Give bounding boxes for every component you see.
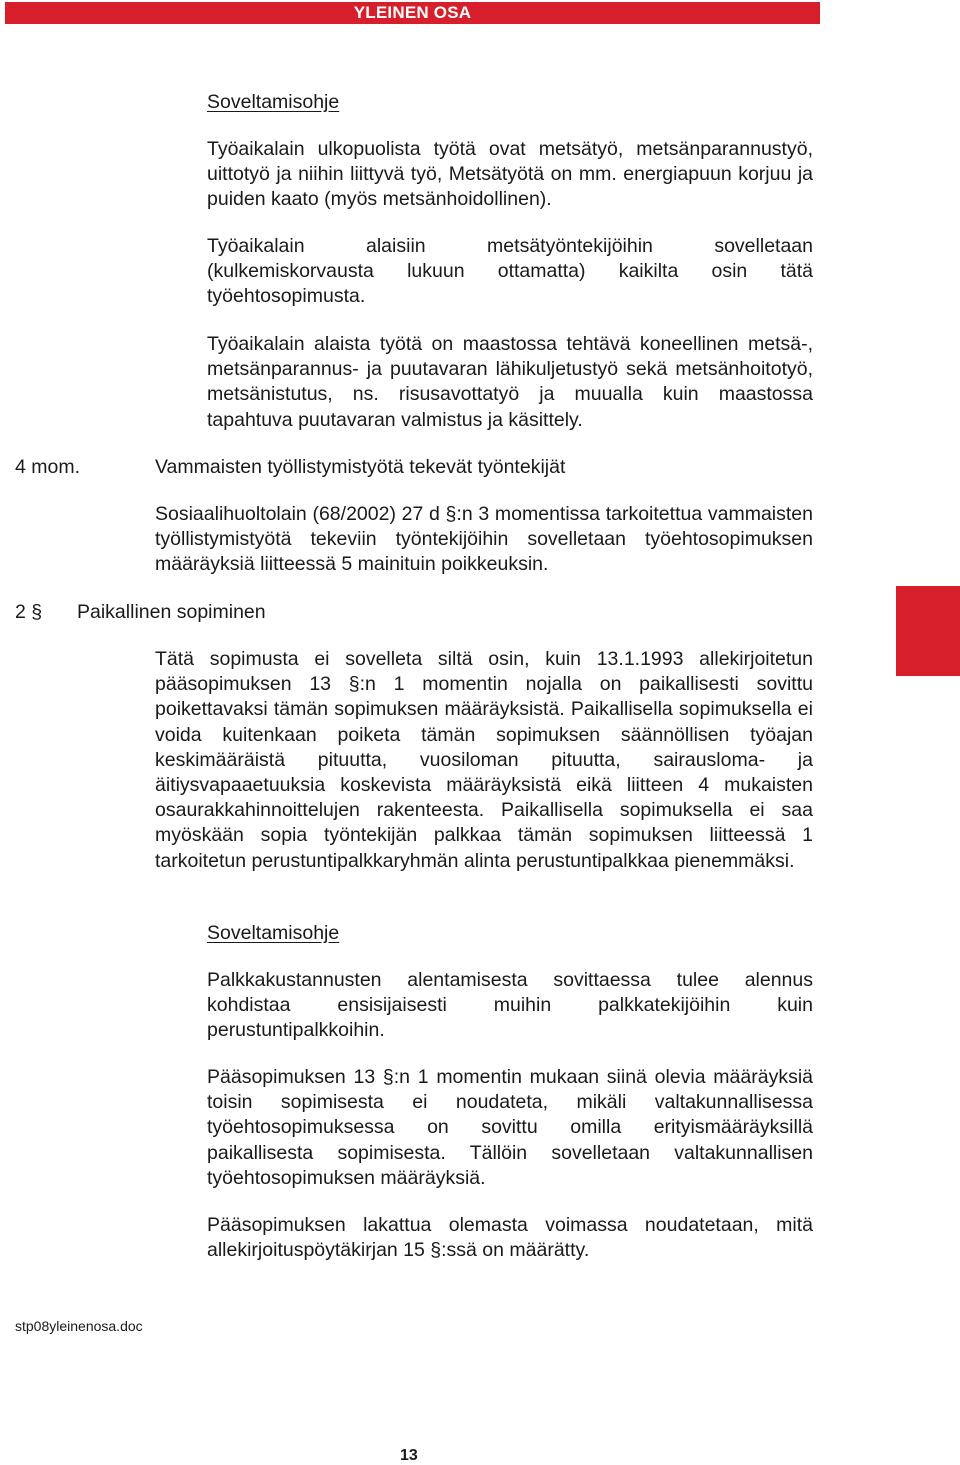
section-2-paragraph: Tätä sopimusta ei sovelleta siltä osin, kuin 13.1.1993 allekirjoitetun pääsopimuksen 13 §:n 1 momentin nojalla on paikallisesti sovittu poikettavaksi tämän sopimuksen määräyksistä. Paikallisella sopimuksella ei voida kuitenkaan poiketa tämän sopimuksen säännöllisen työajan keskimääräistä pituutta, vuosiloman pituutta, sairausloma- ja äitiysvapaaetuuksia koskevista määräyksistä eikä liitteen 4 mukaisten osaurakkahinnoittelujen rakenteesta. Paikallisella sopimuksella ei saa myöskään sopia työntekijän palkkaa tämän sopimuksen liitteessä 1 tarkoitetun perustuntipalkkaryhmän alinta perustuntipalkkaa pienemmäksi.	[155, 648, 813, 872]
guidance-bottom-paragraph-3: Pääsopimuksen lakattua olemasta voimassa noudatetaan, mitä allekirjoituspöytäkirjan 15 §:ssä on määrätty.	[207, 1214, 813, 1262]
section-header-bar	[5, 2, 820, 24]
side-tab-marker	[896, 586, 960, 676]
mom-4-paragraph: Sosiaalihuoltolain (68/2002) 27 d §:n 3 momentissa tarkoitettua vammaisten työllistymistyötä tekeviin työntekijöihin sovelletaan työehtosopimuksen määräyksiä liitteessä 5 mainituin poikkeuksin.	[155, 503, 813, 576]
guidance-heading-top: Soveltamisohje	[207, 91, 340, 113]
footer-filename: stp08yleinenosa.doc	[15, 1318, 143, 1334]
mom-4-label: 4 mom.	[15, 456, 81, 478]
guidance-paragraph-2: Työaikalain alaisiin metsätyöntekijöihin sovelletaan (kulkemiskorvausta lukuun ottamatta) kaikilta osin tätä työehtosopimusta.	[207, 235, 813, 308]
section-2-title: Paikallinen sopiminen	[77, 601, 266, 623]
section-2-label: 2 §	[15, 601, 43, 623]
guidance-paragraph-3: Työaikalain alaista työtä on maastossa tehtävä koneellinen metsä-, metsänparannus- ja puutavaran lähikuljetustyö sekä metsänhoitotyö, metsänistutus, ns. risusavottatyö ja muualla kuin maastossa tapahtuva puutavaran valmistus ja käsittely.	[207, 333, 813, 431]
guidance-heading-bottom: Soveltamisohje	[207, 922, 340, 944]
guidance-bottom-paragraph-1: Palkkakustannusten alentamisesta sovittaessa tulee alennus kohdistaa ensisijaisesti muihin palkkatekijöihin kuin perustuntipalkkoihin.	[207, 969, 813, 1042]
page-number: 13	[400, 1447, 418, 1464]
section-header-title: YLEINEN OSA	[353, 3, 472, 22]
guidance-paragraph-1: Työaikalain ulkopuolista työtä ovat metsätyö, metsänparannustyö, uittotyö ja niihin liittyvä työ, Metsätyötä on mm. energiapuun korjuu ja puiden kaato (myös metsänhoidollinen).	[207, 138, 813, 211]
mom-4-title: Vammaisten työllistymistyötä tekevät työntekijät	[155, 456, 566, 478]
guidance-bottom-paragraph-2: Pääsopimuksen 13 §:n 1 momentin mukaan siinä olevia määräyksiä toisin sopimisesta ei noudateta, mikäli valtakunnallisessa työehtosopimuksessa on sovittu omilla erityismääräyksillä paikallisesta sopimisesta. Tällöin sovelletaan valtakunnallisen työehtosopimuksen määräyksiä.	[207, 1066, 813, 1189]
